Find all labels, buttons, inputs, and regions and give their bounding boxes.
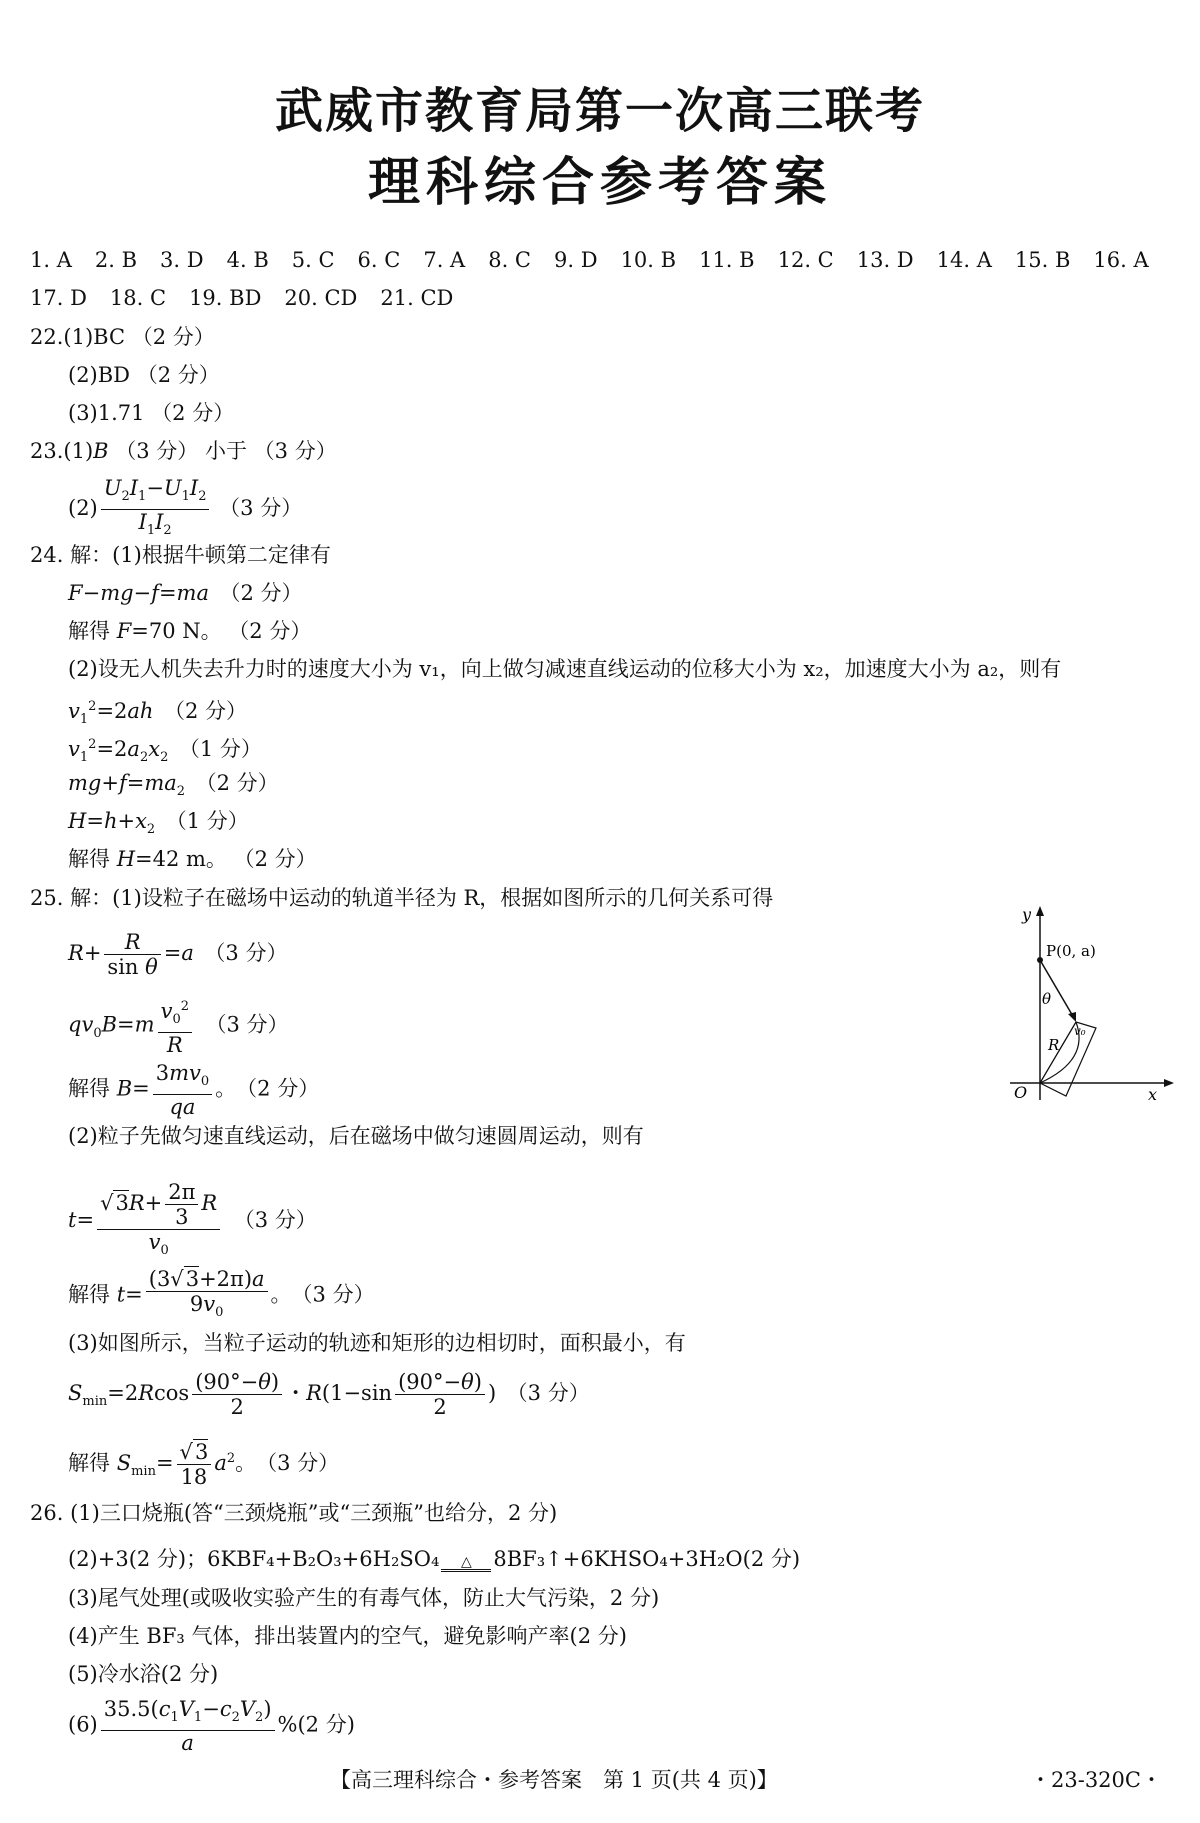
choice-answer: 12. C <box>777 248 834 272</box>
q24-l9: 解得 H=42 m。 （2 分） <box>68 847 317 871</box>
q24-l6: $v_1^2=2a_2x_2$ （1 分） <box>68 737 262 766</box>
q24-l1: 24. 解：(1)根据牛顿第二定律有 <box>30 543 331 567</box>
choice-answer: 16. A <box>1093 248 1149 272</box>
radius-label: R <box>1048 1036 1060 1054</box>
q25-eq6: $S_{min}=2Rcos$ $\frac{(90^\circ-\theta)}{2}$ ・R(1−sin $\frac{(90^\circ-\theta)}{2}$ ) （3 分） <box>68 1370 590 1419</box>
title-line1: 武威市教育局第一次高三联考 <box>274 83 925 139</box>
point-p-label: P(0, a) <box>1046 942 1096 960</box>
choice-answer: 8. C <box>488 248 531 272</box>
q22-p1: 22.(1)BC （2 分） <box>30 325 215 349</box>
choice-answer: 1. A <box>30 248 72 272</box>
geometry-diagram <box>1000 900 1180 1110</box>
y-label: y <box>1022 905 1032 924</box>
velocity-line <box>1040 960 1074 1018</box>
choice-answer: 3. D <box>160 248 204 272</box>
min-rectangle <box>1040 1022 1096 1096</box>
q25-eq4: t= √3R+ $\frac{2\pi}{3}$ R $v_0$ （3 分） <box>68 1180 317 1259</box>
theta-label: θ <box>1042 990 1052 1008</box>
q24-l8: $H=h+x_2$ （1 分） <box>68 809 249 838</box>
x-axis-arrow-icon <box>1164 1079 1174 1087</box>
q24-l7: $mg+f=ma_2$ （2 分） <box>68 771 279 800</box>
q25-eq1: R+ $\frac{R}{\text{sin θ}}$ =a （3 分） <box>68 930 288 979</box>
q25-eq2: $qv_0B=m$ $\frac{v_0^2}{R}$ （3 分） <box>68 995 289 1057</box>
q26-l6: (6) $\frac{35.5(c_1V_1-c_2V_2)}{a}$ %(2 分) <box>68 1697 355 1756</box>
choice-answer: 13. D <box>856 248 914 272</box>
y-axis-arrow-icon <box>1036 906 1044 916</box>
q24-l5: $v_1^2=2ah$ （2 分） <box>68 699 247 728</box>
q26-l4: (4)产生 BF₃ 气体，排出装置内的空气，避免影响产率(2 分) <box>68 1624 627 1648</box>
origin-label: O <box>1014 1083 1028 1102</box>
choice-answer: 4. B <box>226 248 269 272</box>
choice-answer: 21. CD <box>380 286 454 310</box>
choice-answer: 10. B <box>620 248 677 272</box>
q26-l2: (2)+3(2 分)；6KBF₄+B₂O₃+6H₂SO₄ △ 8BF₃↑+6KHSO₄+3H₂O(2 分) <box>68 1547 801 1571</box>
choice-answer: 18. C <box>109 286 167 310</box>
q24-l2: F−mg−f=ma （2 分） <box>68 581 303 605</box>
footer-center: 【高三理科综合・参考答案 第 1 页(共 4 页)】 <box>330 1768 778 1792</box>
title-line2: 理科综合参考答案 <box>367 153 832 213</box>
q26-l3: (3)尾气处理(或吸收实验产生的有毒气体，防止大气污染，2 分) <box>68 1586 660 1610</box>
q23-p1: 23.(1)B （3 分） 小于 （3 分） <box>30 439 337 463</box>
q24-l3: 解得 F=70 N。 （2 分） <box>68 619 312 643</box>
q22-p2: (2)BD （2 分） <box>68 363 220 387</box>
choice-answer: 15. B <box>1014 248 1071 272</box>
choice-answer: 17. D <box>30 286 87 310</box>
q25-l8: (3)如图所示，当粒子运动的轨迹和矩形的边相切时，面积最小，有 <box>68 1331 686 1355</box>
v0-label: v₀ <box>1074 1024 1086 1038</box>
choice-answer: 9. D <box>554 248 598 272</box>
q26-l5: (5)冷水浴(2 分) <box>68 1662 219 1686</box>
velocity-arrow-icon <box>1068 1012 1076 1022</box>
choice-answer: 7. A <box>423 248 466 272</box>
q25-eq5: 解得 t= $\frac{(3√3+2\pi)a}{9v_0}$ 。 （3 分） <box>68 1267 375 1321</box>
choice-answer: 5. C <box>291 248 335 272</box>
choices-row2 <box>30 286 1180 310</box>
choice-answer: 20. CD <box>284 286 358 310</box>
choice-answer: 2. B <box>94 248 138 272</box>
q25-eq7: 解得 $S_{min}=$ $\frac{√3}{18}$ $a^2$。 （3 分） <box>68 1440 340 1489</box>
q24-l4: (2)设无人机失去升力时的速度大小为 v₁，向上做匀减速直线运动的位移大小为 x₂，加速度大小为 a₂，则有 <box>68 657 1062 681</box>
choice-answer: 11. B <box>699 248 755 272</box>
q22-p3: (3)1.71 （2 分） <box>68 401 235 425</box>
q25-eq3: 解得 B= $\frac{3mv_0}{qa}$ 。 （2 分） <box>68 1061 320 1120</box>
footer-right: ・23-320C・ <box>1030 1768 1162 1792</box>
q25-l1: 25. 解：(1)设粒子在磁场中运动的轨道半径为 R，根据如图所示的几何关系可得 <box>30 886 774 910</box>
q23-p2: (2) $\frac{U_2I_1-U_1I_2}{I_1I_2}$ （3 分） <box>68 476 303 539</box>
choices-row1 <box>30 248 1180 272</box>
choice-answer: 14. A <box>936 248 992 272</box>
q26-l1: 26. (1)三口烧瓶(答“三颈烧瓶”或“三颈瓶”也给分，2 分) <box>30 1501 558 1525</box>
q25-l5: (2)粒子先做匀速直线运动，后在磁场中做匀速圆周运动，则有 <box>68 1124 644 1148</box>
choice-answer: 6. C <box>357 248 401 272</box>
choice-answer: 19. BD <box>189 286 262 310</box>
x-label: x <box>1148 1085 1158 1104</box>
